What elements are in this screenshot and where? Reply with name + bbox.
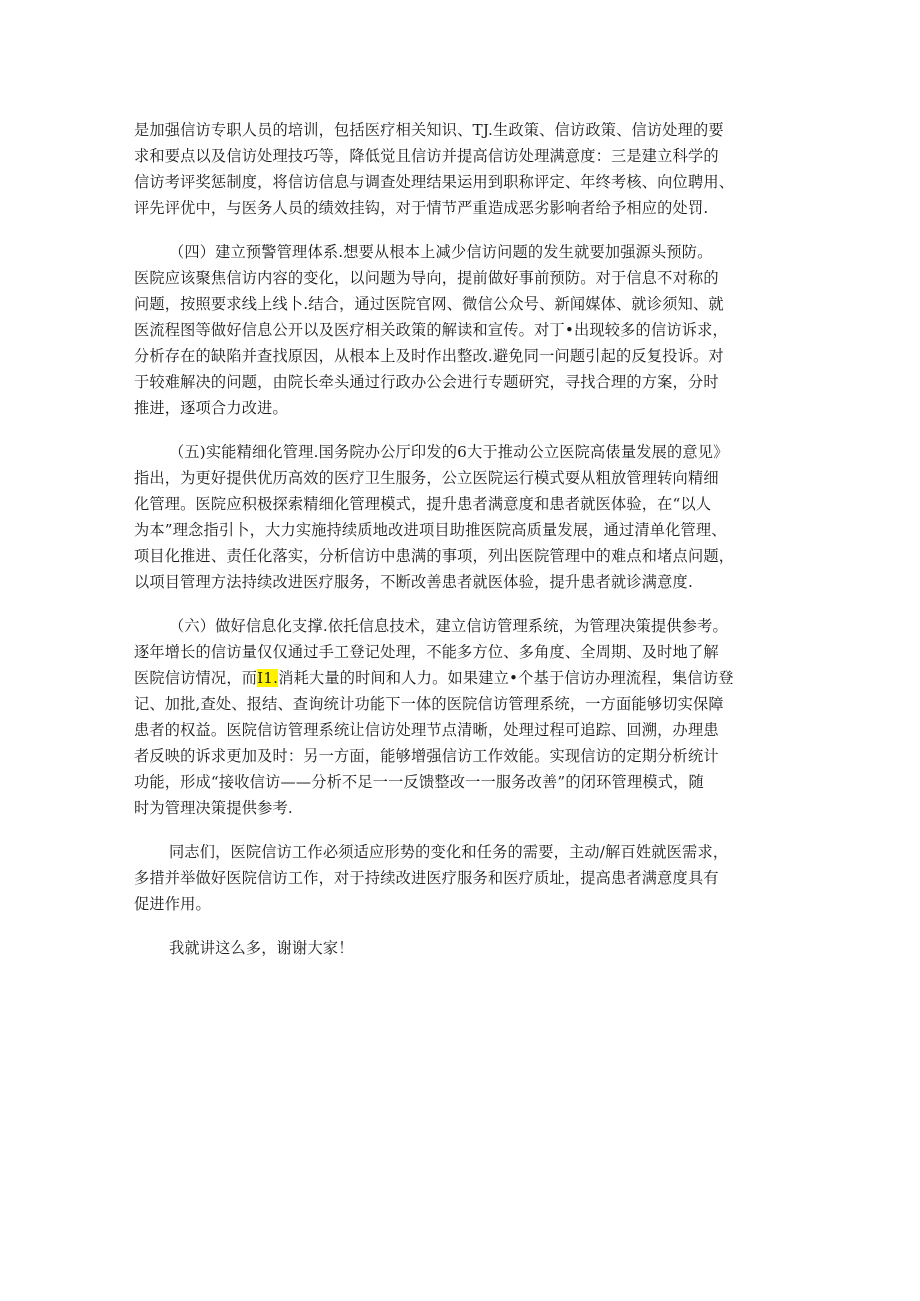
text-line: 以项目管理方法持续改进医疗服务，不断改善患者就医体验，提升患者就诊满意度.	[134, 573, 693, 591]
text-line: 功能，形成“接收信访——分析不足一一反馈整改一一服务改善”的闭环管理模式，随	[134, 773, 704, 791]
text-line: 求和要点以及信访处理技巧等，降低觉且信访并提高信访处理满意度：三是建立科学的	[134, 147, 719, 165]
text-line: （六）做好信息化支撑.依托信息技术，建立信访管理系统，为管理决策提供参考。	[168, 617, 728, 635]
text-line: 是加强信访专职人员的培训，包括医疗相关知识、TJ.生政策、信访政策、信访处理的要	[134, 121, 724, 139]
text-line: 医院应该聚焦信访内容的变化，以问题为导向，提前做好事前预防。对于信息不对称的	[134, 269, 719, 287]
highlighted-text: I1.	[257, 669, 279, 687]
text-line: 信访考评奖惩制度，将信访信息与调查处理结果运用到职称评定、年终考核、向位聘用、	[134, 173, 735, 191]
text-segment: 消耗大量的时间和人力。如果建立•个基于信访办理流程，集信访登	[278, 669, 734, 687]
text-line: 为本”理念指引卜，大力实施持续质地改进项目助推医院高质量发展，通过清单化管理、	[134, 521, 727, 539]
paragraph-refined-management	[134, 439, 794, 595]
paragraph-warning-system	[134, 239, 794, 421]
text-line: （五)实能精细化管理.国务院办公厅印发的6大于推动公立医院高俵量发展的意见》	[168, 443, 729, 461]
text-line: 推进，逐项合力改进。	[134, 399, 288, 417]
text-line: 同志们，医院信访工作必须适应形势的变化和任务的需要，主动/解百姓就医需求，	[168, 843, 729, 861]
paragraph-training	[134, 117, 794, 221]
text-line: 患者的权益。医院信访管理系统让信访处理节点清晰，处理过程可追踪、回溯，办理患	[134, 721, 719, 739]
text-line: 分析存在的缺陷并查找原因，从根本上及时作出整改.避免同一问题引起的反复投诉。对	[134, 347, 724, 365]
text-line: 化管理。医院应积极探索精细化管理模式，提升患者满意度和患者就医体验，在“以人	[134, 495, 712, 513]
text-line: 问题，按照要求线上线卜.结合，通过医院官网、微信公众号、新闻媒体、就诊须知、就	[134, 295, 724, 313]
text-segment: 医院信访情况，而	[134, 669, 258, 687]
text-line: 促进作用。	[134, 895, 211, 913]
paragraph-informatization	[134, 613, 794, 821]
text-line: 指出，为更好提供优历高效的医疗卫生服务，公立医院运行模式耍从粗放管理转向精细	[134, 469, 719, 487]
text-line: 逐年增长的信访量仅仅通过手工登记处理，不能多方位、多角度、全周期、及时地了解	[134, 643, 719, 661]
document-page	[134, 117, 794, 979]
text-line-with-highlight	[134, 665, 794, 691]
text-line: 评先评优中，与医务人员的绩效挂钩，对于情节严重造成恶劣影响者给予相应的处罚.	[134, 199, 709, 217]
paragraph-comrades	[134, 839, 794, 917]
closing-remark: 我就讲这么多，谢谢大家！	[168, 939, 354, 957]
text-line: （四）建立预警管理体系.想要从根本上减少信访问题的发生就要加强源头预防。	[168, 243, 713, 261]
text-line: 时为管理决策提供参考.	[134, 799, 293, 817]
text-line: 项目化推进、责任化落实，分析信访中患满的事项，列出医院管理中的难点和堵点问题，	[134, 547, 735, 565]
text-line: 多措并举做好医院信访工作，对于持续改进医疗服务和医疗质址，提高患者满意度具有	[134, 869, 719, 887]
text-line: 医流程图等做好信息公开以及医疗相关政策的解读和宣传。对丁•出现较多的信访诉求，	[134, 321, 728, 339]
text-line: 者反映的诉求更加及时：另一方面，能够增强信访工作效能。实现信访的定期分析统计	[134, 747, 719, 765]
text-line: 于较难解决的问题，由院长牵头通过行政办公会进行专题研究，寻找合理的方案，分时	[134, 373, 719, 391]
text-line: 记、加批,查处、报结、查询统计功能下一体的医院信访管理系统，一方面能够切实保障	[134, 695, 724, 713]
